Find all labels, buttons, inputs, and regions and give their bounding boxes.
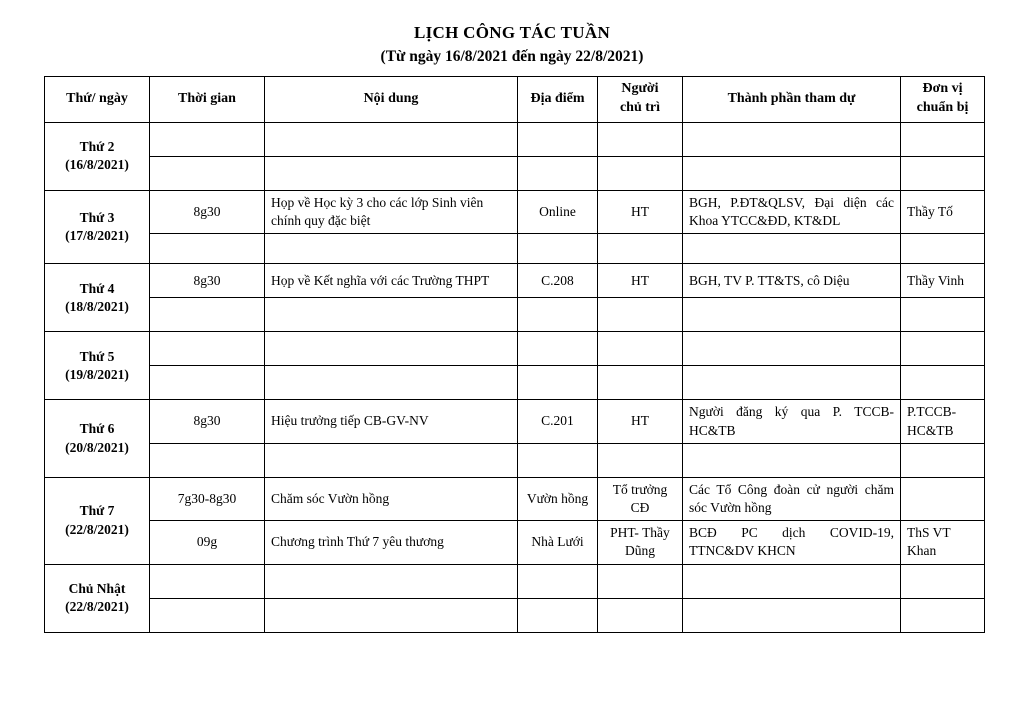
cell-prep	[901, 366, 985, 400]
table-row	[45, 598, 985, 632]
cell-attendees	[683, 122, 901, 156]
cell-time	[150, 332, 265, 366]
table-row	[45, 366, 985, 400]
cell-content	[265, 366, 518, 400]
cell-place: Vườn hồng	[518, 477, 598, 520]
weekly-schedule-table	[44, 76, 985, 633]
column-header-place: Địa điểm	[518, 76, 598, 122]
cell-content: Chương trình Thứ 7 yêu thương	[265, 521, 518, 564]
cell-prep: Thầy Tố	[901, 190, 985, 233]
cell-prep	[901, 234, 985, 264]
cell-place: C.201	[518, 400, 598, 443]
cell-attendees	[683, 366, 901, 400]
cell-content	[265, 156, 518, 190]
cell-prep	[901, 156, 985, 190]
table-row	[45, 477, 985, 520]
table-row	[45, 122, 985, 156]
table-row	[45, 298, 985, 332]
cell-time	[150, 234, 265, 264]
cell-attendees: Các Tổ Công đoàn cử người chăm sóc Vườn hồng	[683, 477, 901, 520]
cell-attendees	[683, 332, 901, 366]
column-header-prep	[901, 76, 985, 122]
table-row	[45, 564, 985, 598]
cell-chair: Tổ trưởng CĐ	[598, 477, 683, 520]
column-header-chair-line2: chủ trì	[619, 100, 661, 116]
day-cell-wed: Thứ 4 (18/8/2021)	[45, 264, 150, 332]
cell-place	[518, 332, 598, 366]
cell-chair	[598, 122, 683, 156]
cell-prep	[901, 564, 985, 598]
table-row	[45, 234, 985, 264]
cell-place	[518, 366, 598, 400]
cell-time: 09g	[150, 521, 265, 564]
cell-time: 7g30-8g30	[150, 477, 265, 520]
cell-time	[150, 366, 265, 400]
cell-place: C.208	[518, 264, 598, 298]
table-row	[45, 156, 985, 190]
column-header-day: Thứ/ ngày	[45, 76, 150, 122]
table-row	[45, 190, 985, 233]
cell-chair	[598, 366, 683, 400]
cell-attendees	[683, 443, 901, 477]
cell-prep	[901, 122, 985, 156]
day-cell-mon: Thứ 2 (16/8/2021)	[45, 122, 150, 190]
table-row	[45, 521, 985, 564]
cell-chair: HT	[598, 190, 683, 233]
cell-prep	[901, 298, 985, 332]
cell-content	[265, 234, 518, 264]
column-header-prep-line1: Đơn vị	[922, 81, 963, 97]
table-row	[45, 443, 985, 477]
cell-prep	[901, 477, 985, 520]
cell-place: Online	[518, 190, 598, 233]
column-header-content: Nội dung	[265, 76, 518, 122]
day-cell-thu: Thứ 5 (19/8/2021)	[45, 332, 150, 400]
cell-time	[150, 443, 265, 477]
table-row	[45, 332, 985, 366]
cell-attendees: BGH, TV P. TT&TS, cô Diệu	[683, 264, 901, 298]
column-header-attendees: Thành phần tham dự	[683, 76, 901, 122]
cell-time	[150, 564, 265, 598]
cell-place	[518, 298, 598, 332]
cell-chair	[598, 156, 683, 190]
cell-chair	[598, 298, 683, 332]
cell-chair	[598, 598, 683, 632]
cell-content	[265, 122, 518, 156]
table-row	[45, 400, 985, 443]
cell-attendees: Người đăng ký qua P. TCCB-HC&TB	[683, 400, 901, 443]
cell-attendees	[683, 298, 901, 332]
cell-attendees: BGH, P.ĐT&QLSV, Đại diện các Khoa YTCC&ĐD, KT&DL	[683, 190, 901, 233]
cell-chair	[598, 332, 683, 366]
cell-content: Họp về Học kỳ 3 cho các lớp Sinh viên chính quy đặc biệt	[265, 190, 518, 233]
cell-time: 8g30	[150, 400, 265, 443]
cell-place	[518, 598, 598, 632]
cell-prep: Thầy Vinh	[901, 264, 985, 298]
cell-content	[265, 598, 518, 632]
cell-attendees: BCĐ PC dịch COVID-19, TTNC&DV KHCN	[683, 521, 901, 564]
day-cell-sat: Thứ 7 (22/8/2021)	[45, 477, 150, 564]
page-title: LỊCH CÔNG TÁC TUẦN	[413, 23, 611, 42]
cell-content	[265, 564, 518, 598]
cell-prep	[901, 443, 985, 477]
cell-place	[518, 234, 598, 264]
cell-time: 8g30	[150, 264, 265, 298]
cell-time: 8g30	[150, 190, 265, 233]
cell-chair	[598, 564, 683, 598]
cell-content	[265, 298, 518, 332]
column-header-time: Thời gian	[150, 76, 265, 122]
column-header-chair	[598, 76, 683, 122]
cell-content	[265, 332, 518, 366]
day-cell-sun: Chủ Nhật (22/8/2021)	[45, 564, 150, 632]
table-row	[45, 264, 985, 298]
cell-attendees	[683, 564, 901, 598]
cell-content: Hiệu trưởng tiếp CB-GV-NV	[265, 400, 518, 443]
cell-prep	[901, 332, 985, 366]
cell-chair: PHT- Thầy Dũng	[598, 521, 683, 564]
cell-place: Nhà Lưới	[518, 521, 598, 564]
column-header-chair-line1: Người	[621, 81, 659, 97]
cell-time	[150, 298, 265, 332]
cell-chair: HT	[598, 264, 683, 298]
cell-place	[518, 156, 598, 190]
cell-time	[150, 122, 265, 156]
column-header-prep-line2: chuẩn bị	[916, 100, 969, 116]
cell-chair: HT	[598, 400, 683, 443]
cell-place	[518, 443, 598, 477]
day-cell-fri: Thứ 6 (20/8/2021)	[45, 400, 150, 477]
cell-place	[518, 122, 598, 156]
cell-place	[518, 564, 598, 598]
cell-content	[265, 443, 518, 477]
day-cell-tue: Thứ 3 (17/8/2021)	[45, 190, 150, 263]
cell-chair	[598, 234, 683, 264]
table-header-row	[45, 76, 985, 122]
cell-attendees	[683, 156, 901, 190]
cell-time	[150, 156, 265, 190]
cell-attendees	[683, 234, 901, 264]
cell-content: Chăm sóc Vườn hồng	[265, 477, 518, 520]
cell-attendees	[683, 598, 901, 632]
cell-content: Họp về Kết nghĩa với các Trường THPT	[265, 264, 518, 298]
cell-prep	[901, 598, 985, 632]
cell-prep: ThS VT Khan	[901, 521, 985, 564]
cell-chair	[598, 443, 683, 477]
cell-time	[150, 598, 265, 632]
page-subtitle: (Từ ngày 16/8/2021 đến ngày 22/8/2021)	[380, 47, 644, 65]
cell-prep: P.TCCB-HC&TB	[901, 400, 985, 443]
